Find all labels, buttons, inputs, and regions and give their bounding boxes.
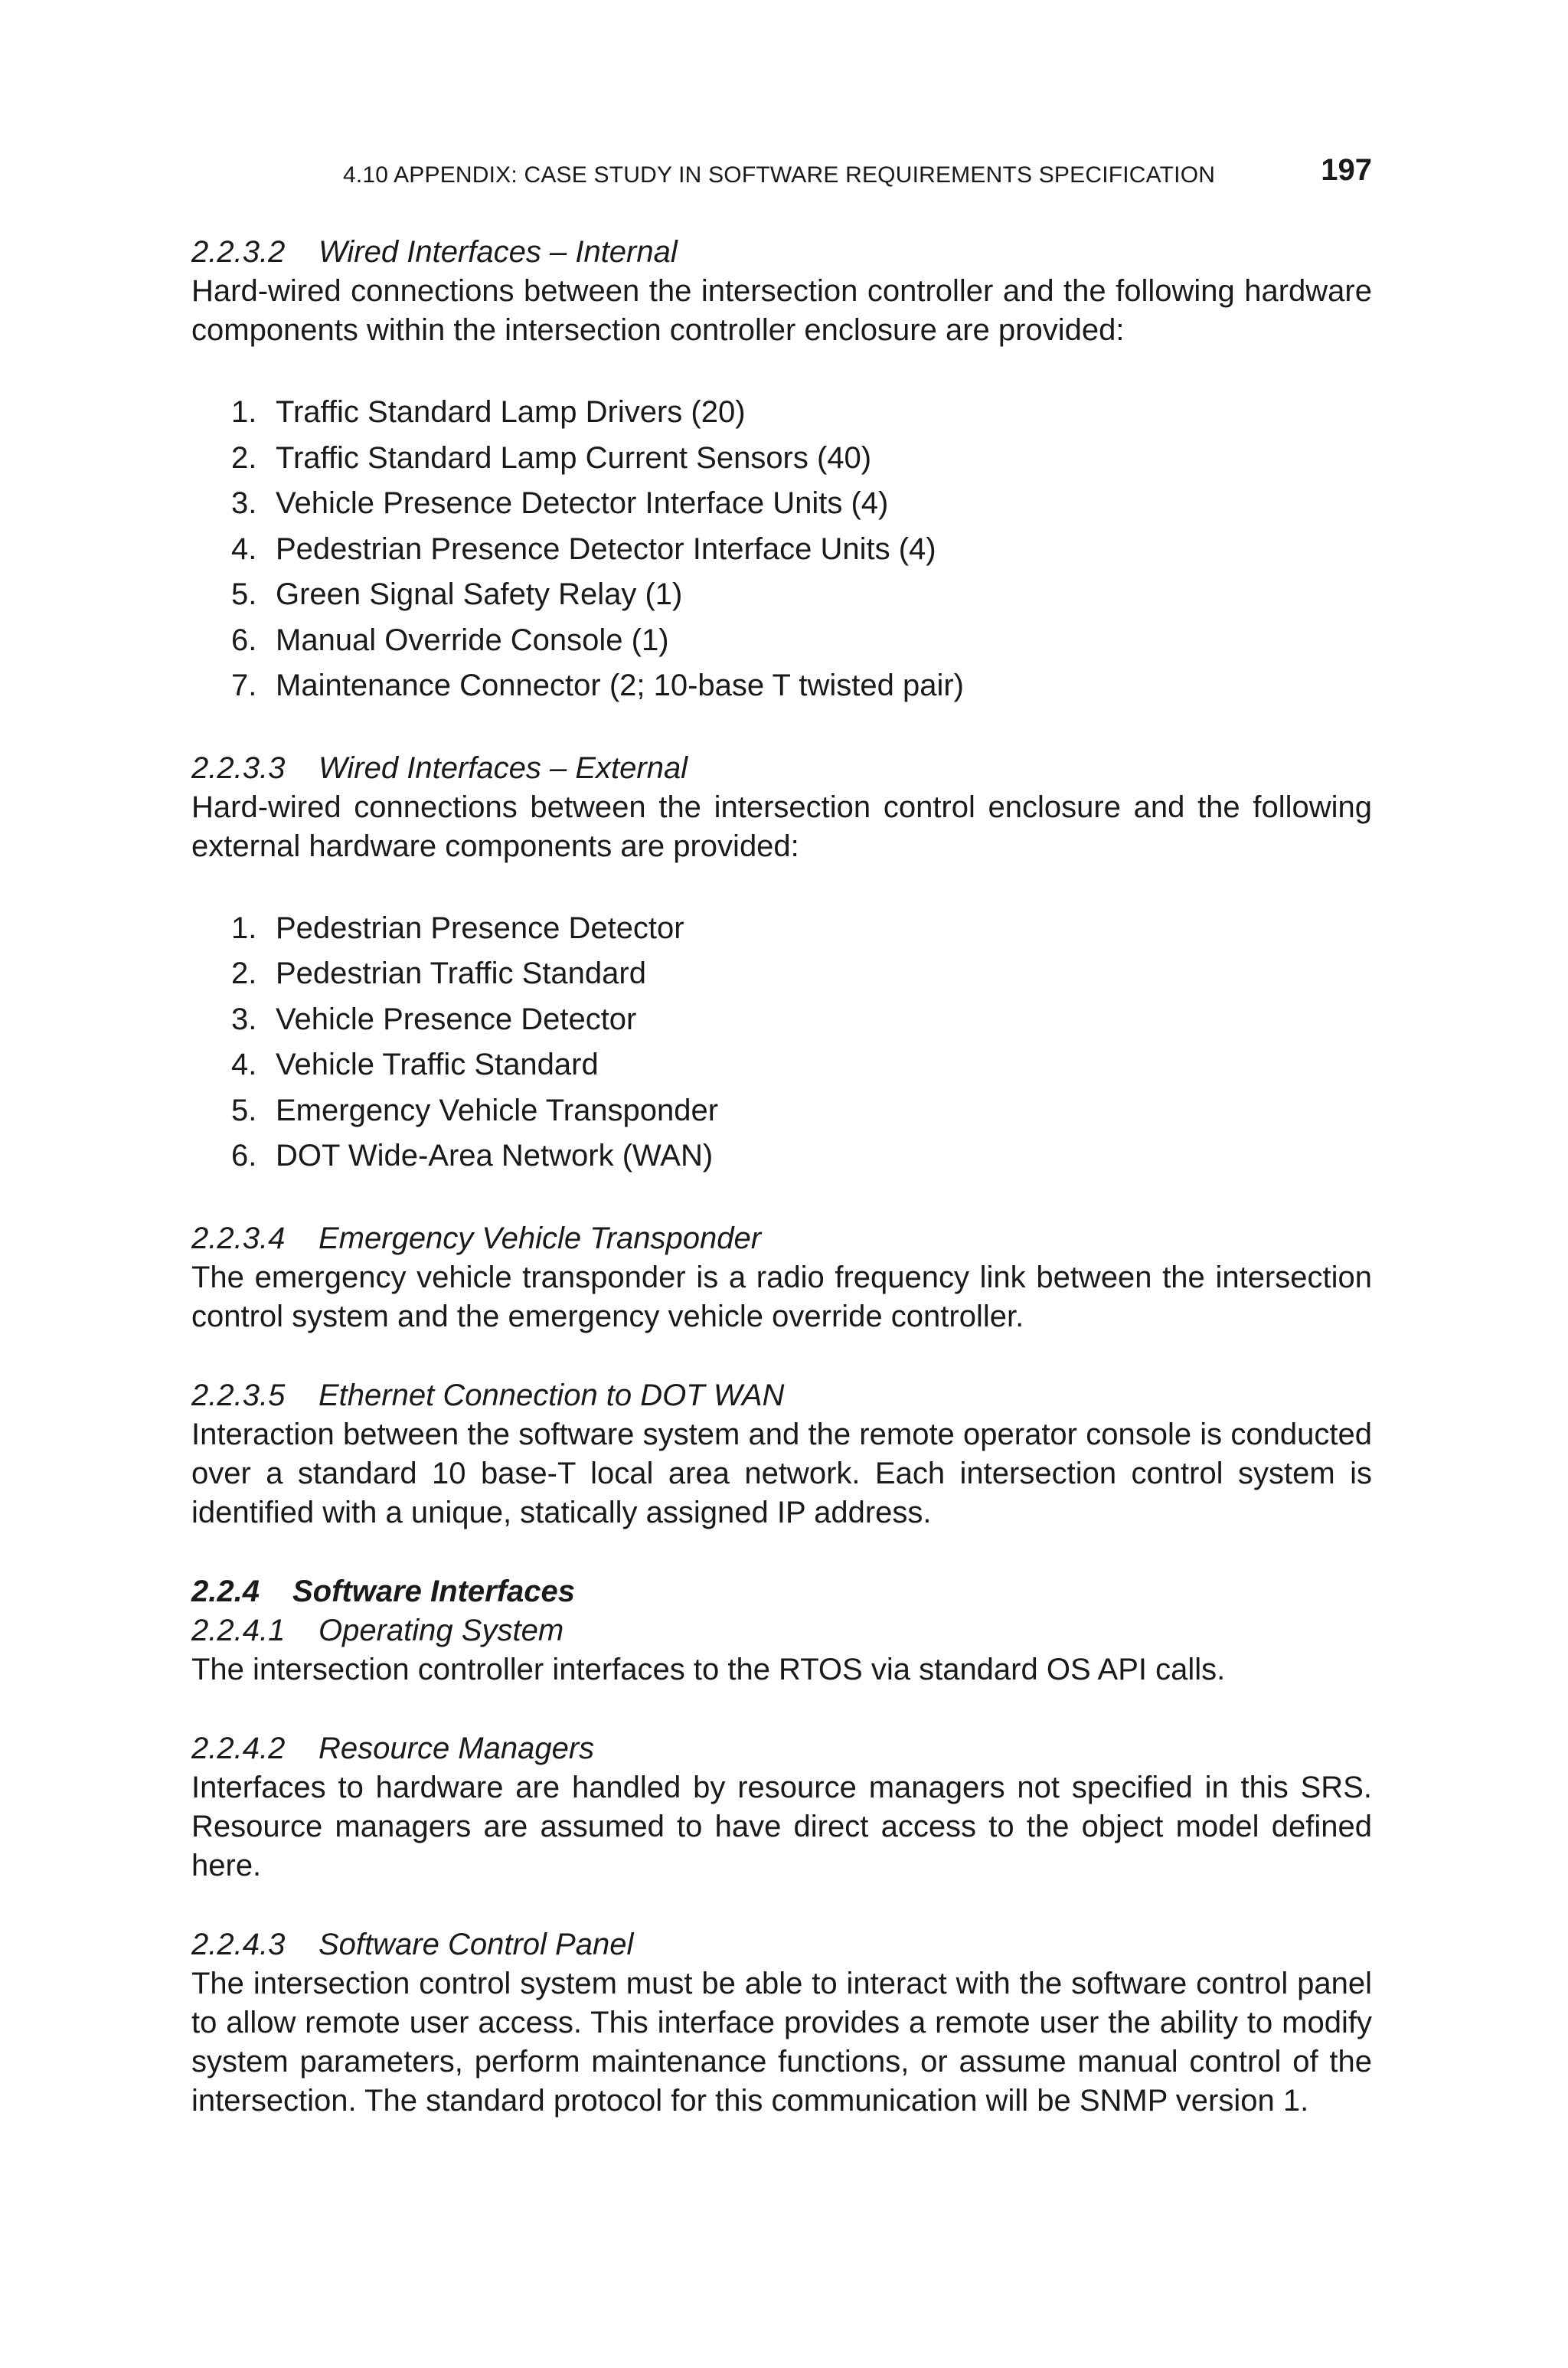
list-item [191,390,1372,436]
list-number: 4. [231,531,257,566]
list-item [191,481,1372,527]
section-intro-wired-internal: Hard-wired connections between the intersection controller and the following hardware components within the intersection controller enclosure are provided: [191,274,1372,347]
list-number: 1. [231,911,257,945]
page-content [191,233,1372,2121]
list-item [191,572,1372,618]
section-intro-wired-external: Hard-wired connections between the intersection control enclosure and the following external hardware components are provided: [191,790,1372,863]
section-body-resource-managers: Interfaces to hardware are handled by resource managers not specified in this SRS. Resource managers are assumed to have direct access to the object model defined here. [191,1770,1372,1882]
list-number: 2. [231,440,257,475]
list-text: Traffic Standard Lamp Drivers (20) [276,395,746,429]
section-title: Wired Interfaces – External [318,751,688,785]
list-item [191,1088,1372,1134]
section-title: Software Control Panel [318,1927,634,1961]
list-text: Traffic Standard Lamp Current Sensors (40) [276,440,872,475]
section-title: Operating System [318,1613,564,1647]
section-heading-wired-external [191,749,1372,788]
page-number: 197 [1321,153,1372,187]
section-heading-transponder [191,1219,1372,1258]
list-text: Pedestrian Presence Detector Interface Units (4) [276,531,936,566]
list-number: 7. [231,669,257,702]
running-head [343,153,1372,196]
section-title: Software Interfaces [292,1574,576,1608]
list-text: Vehicle Presence Detector Interface Units (4) [276,486,889,520]
section-heading-operating-system [191,1611,1372,1650]
list-text: Manual Override Console (1) [276,623,669,657]
list-item [191,1042,1372,1088]
list-number: 3. [231,486,257,520]
list-text: DOT Wide-Area Network (WAN) [276,1139,714,1173]
list-number: 6. [231,1139,257,1173]
section-body-software-control-panel: The intersection control system must be able to interact with the software control panel to allow remote user access. This interface provides a remote user the ability to modify system parameters, perform maintenance functions, or assume manual control of the intersection. The standard protocol for this communication will be SNMP version 1. [191,1966,1372,2118]
section-title: Wired Interfaces – Internal [318,235,678,269]
list-number: 3. [231,1002,257,1036]
paragraph-spacer [191,1689,1372,1729]
section-number: 2.2.4.3 [191,1927,286,1961]
list-text: Vehicle Presence Detector [276,1002,637,1036]
section-number: 2.2.3.3 [191,751,286,785]
section-body-operating-system: The intersection controller interfaces to the RTOS via standard OS API calls. [191,1652,1226,1686]
section-number: 2.2.4.1 [191,1613,286,1647]
list-item [191,997,1372,1043]
section-title: Ethernet Connection to DOT WAN [318,1378,785,1412]
list-text: Pedestrian Presence Detector [276,911,684,945]
list-number: 2. [231,957,257,990]
list-text: Vehicle Traffic Standard [276,1048,599,1081]
list-item [191,618,1372,664]
external-components-list [191,906,1372,1179]
list-item [191,663,1372,709]
list-item [191,436,1372,482]
section-body-transponder: The emergency vehicle transponder is a radio frequency link between the intersection control system and the emergency vehicle override controller. [191,1260,1372,1333]
list-number: 5. [231,577,257,611]
section-title: Emergency Vehicle Transponder [318,1221,762,1255]
section-number: 2.2.3.2 [191,235,286,269]
list-item [191,906,1372,952]
section-body-ethernet: Interaction between the software system and the remote operator console is conducted over a standard 10 base-T local area network. Each intersection control system is identified with a unique, statically assigned IP address. [191,1417,1372,1529]
section-number: 2.2.3.5 [191,1378,286,1412]
section-heading-software-control-panel [191,1925,1372,1964]
section-title: Resource Managers [318,1731,595,1765]
paragraph-spacer [191,1532,1372,1572]
section-number: 2.2.4 [191,1574,260,1608]
running-head-title: 4.10 APPENDIX: CASE STUDY IN SOFTWARE REQUIREMENTS SPECIFICATION [343,162,1216,188]
section-heading-resource-managers [191,1729,1372,1768]
list-number: 6. [231,623,257,657]
section-number: 2.2.3.4 [191,1221,286,1255]
internal-components-list [191,390,1372,709]
list-item [191,527,1372,573]
list-text: Emergency Vehicle Transponder [276,1093,719,1127]
section-heading-software-interfaces [191,1572,1372,1611]
paragraph-spacer [191,1336,1372,1376]
list-text: Green Signal Safety Relay (1) [276,577,683,611]
list-text: Maintenance Connector (2; 10-base T twisted pair) [276,669,965,702]
list-number: 4. [231,1048,257,1081]
section-number: 2.2.4.2 [191,1731,286,1765]
list-item [191,1133,1372,1179]
section-heading-ethernet [191,1376,1372,1415]
list-number: 5. [231,1093,257,1127]
list-number: 1. [231,395,257,429]
list-item [191,951,1372,997]
list-text: Pedestrian Traffic Standard [276,957,646,990]
section-heading-wired-internal [191,233,1372,272]
paragraph-spacer [191,1886,1372,1925]
